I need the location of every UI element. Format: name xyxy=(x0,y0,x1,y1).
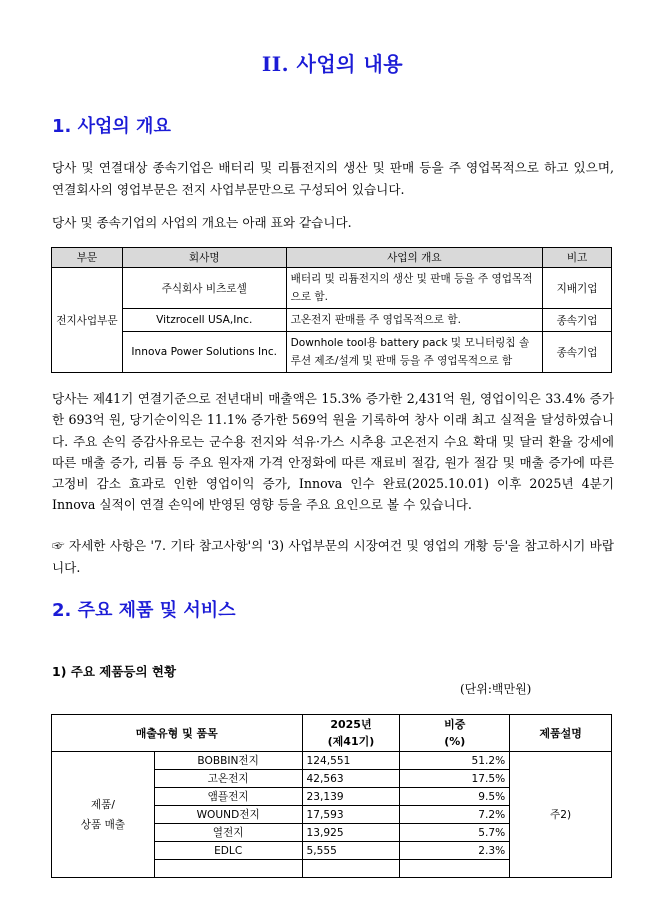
product-name: WOUND전지 xyxy=(154,806,302,824)
empty-cell xyxy=(400,860,510,878)
empty-cell xyxy=(302,860,400,878)
header-ratio xyxy=(400,715,510,752)
product-value: 13,925 xyxy=(302,824,400,842)
table-header-row xyxy=(52,715,612,752)
product-ratio: 5.7% xyxy=(400,824,510,842)
company-cell: 주식회사 비츠로셀 xyxy=(122,268,286,309)
header-description: 제품설명 xyxy=(510,715,612,752)
product-name: 앰플전지 xyxy=(154,788,302,806)
business-overview-table xyxy=(51,247,612,373)
header-ratio-line1: 비중 xyxy=(444,718,466,731)
note-cell: 종속기업 xyxy=(543,332,612,373)
header-segment: 부문 xyxy=(52,248,123,268)
page-title: II. 사업의 내용 xyxy=(261,52,404,76)
table-header-row xyxy=(52,248,612,268)
header-year-line1: 2025년 xyxy=(330,718,372,731)
section-1-title: 1. 사업의 개요 xyxy=(52,116,171,137)
group-line2: 상품 매출 xyxy=(80,818,126,831)
header-note: 비고 xyxy=(543,248,612,268)
header-year xyxy=(302,715,400,752)
summary-cell: Downhole tool용 battery pack 및 모니터링칩 솔루션 제조/설계 및 판매 등을 주 영업목적으로 함 xyxy=(286,332,543,373)
table-row xyxy=(52,752,612,770)
product-value: 5,555 xyxy=(302,842,400,860)
note-cell: 종속기업 xyxy=(543,309,612,332)
header-company: 회사명 xyxy=(122,248,286,268)
segment-cell: 전지사업부문 xyxy=(52,268,123,373)
company-cell: Vitzrocell USA,Inc. xyxy=(122,309,286,332)
empty-cell xyxy=(154,860,302,878)
table-row xyxy=(52,309,612,332)
product-ratio: 7.2% xyxy=(400,806,510,824)
performance-paragraph: 당사는 제41기 연결기준으로 전년대비 매출액은 15.3% 증가한 2,431억 원, 영업이익은 33.4% 증가한 693억 원, 당기순이익은 11.1% 증가한 569억 원을 기록하여 창사 이래 최고 실적을 달성하였습니다. 주요 손익 증감사유로는 군수용 전지와 석유·가스 시추용 고온전지 수요 확대 및 달러 환율 강세에 따른 매출 증가, 리튬 등 주요 원자재 가격 안정화에 따른 재료비 절감, 원가 절감 및 매출 증가에 따른 고정비 감소 효과로 인한 영업이익 증가, Innova 인수 완료(2025.10.01) 이후 2025년 4분기 Innova 실적이 연결 손익에 반영된 영향 등을 주요 요인으로 볼 수 있습니다. xyxy=(52,391,614,513)
product-value: 42,563 xyxy=(302,770,400,788)
unit-label: (단위:백만원) xyxy=(460,682,532,696)
sales-group-cell xyxy=(52,752,155,878)
header-summary: 사업의 개요 xyxy=(286,248,543,268)
product-ratio: 2.3% xyxy=(400,842,510,860)
product-ratio: 9.5% xyxy=(400,788,510,806)
header-ratio-line2: (%) xyxy=(444,735,466,748)
header-sales-type: 매출유형 및 품목 xyxy=(52,715,303,752)
table-row xyxy=(52,332,612,373)
product-ratio: 17.5% xyxy=(400,770,510,788)
product-value: 124,551 xyxy=(302,752,400,770)
products-table xyxy=(51,714,612,878)
products-subtitle: 1) 주요 제품등의 현황 xyxy=(52,664,177,679)
product-value: 17,593 xyxy=(302,806,400,824)
overview-paragraph-1: 당사 및 연결대상 종속기업은 배터리 및 리튬전지의 생산 및 판매 등을 주 영업목적으로 하고 있으며, 연결회사의 영업부문은 전지 사업부문만으로 구성되어 있습니다. xyxy=(52,160,614,197)
product-name: 고온전지 xyxy=(154,770,302,788)
header-year-line2: (제41기) xyxy=(327,735,375,748)
description-note: 주2) xyxy=(510,752,612,878)
product-value: 23,139 xyxy=(302,788,400,806)
summary-cell: 고온전지 판매를 주 영업목적으로 함. xyxy=(286,309,543,332)
product-name: EDLC xyxy=(154,842,302,860)
section-2-title: 2. 주요 제품 및 서비스 xyxy=(52,600,236,621)
product-name: BOBBIN전지 xyxy=(154,752,302,770)
table-row xyxy=(52,268,612,309)
group-line1: 제품/ xyxy=(90,798,115,811)
company-cell: Innova Power Solutions Inc. xyxy=(122,332,286,373)
product-name: 열전지 xyxy=(154,824,302,842)
summary-cell: 배터리 및 리튬전지의 생산 및 판매 등을 주 영업목적으로 함. xyxy=(286,268,543,309)
overview-paragraph-2: 당사 및 종속기업의 사업의 개요는 아래 표와 같습니다. xyxy=(52,215,352,230)
note-cell: 지배기업 xyxy=(543,268,612,309)
reference-note: ☞ 자세한 사항은 '7. 기타 참고사항'의 '3) 사업부문의 시장여건 및 영업의 개황 등'을 참고하시기 바랍니다. xyxy=(52,538,614,575)
product-ratio: 51.2% xyxy=(400,752,510,770)
